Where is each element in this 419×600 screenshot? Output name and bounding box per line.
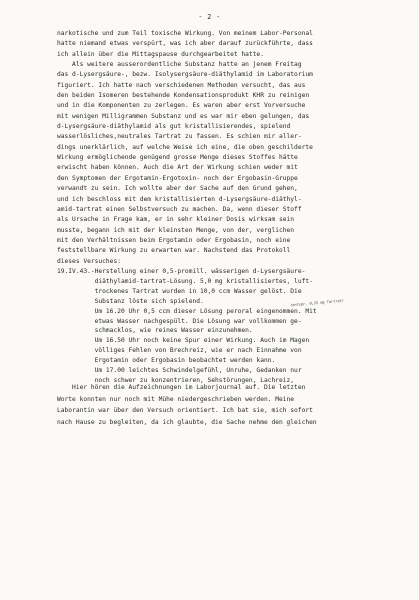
handwritten-annotation: (entspr. 0,25 mg Tartrat) <box>289 298 345 308</box>
text-line: wasserlösliches,neutrales Tartrat zu fassen. Es schien mir aller- <box>57 133 302 141</box>
text-line: Hier hören die Aufzeichnungen im Laborjournal auf. Die letzten <box>57 384 306 391</box>
protocol-line: Um 17.00 leichtes Schwindelgefühl, Unruhe, Gedanken nur <box>57 367 302 375</box>
protocol-line: diäthylamid-tartrat-Lösung. 5,0 mg kristallisiertes, luft- <box>57 277 313 285</box>
protocol-line: etwas Wasser nachgespült. Die Lösung war vollkommen ge- <box>57 317 302 325</box>
text-line: Worte konnten nur noch mit Mühe niedergeschrieben werden. Meine <box>57 395 295 403</box>
protocol-line: Um 16.20 Uhr 0,5 ccm dieser Lösung peroral eingenommen. Mit <box>57 307 317 315</box>
text-line: Laborantin war über den Versuch orientiert. Ich bat sie, mich sofort <box>57 407 313 415</box>
protocol-line: schmacklos, wie reines Wasser einzunehmen. <box>57 327 253 335</box>
text-line: figuriert. Ich hatte nach verschiedenen Methoden versucht, das aus <box>57 81 306 89</box>
text-line: amid-tartrat einen Selbstversuch zu machen. Da, wenn dieser Stoff <box>57 205 302 213</box>
text-line: mit wenigen Milligrammen Substanz und es war mir eben gelungen, das <box>57 112 310 120</box>
text-line: und ich beschloss mit dem kristallisierten d-Lysergsäure-diäthyl- <box>57 195 302 203</box>
text-line: den beiden Isomeren bestehende Kondensationsprodukt KHR zu reinigen <box>57 92 310 100</box>
protocol-line: Substanz löste sich spielend. <box>57 297 204 305</box>
text-line: das d-Lysergsäure-, bezw. Isolysergsäure-diäthylamid im Laboratorium <box>57 71 313 79</box>
body-paragraphs-bottom <box>57 382 417 429</box>
text-line: ich allein über die Mittagspause durchgearbeitet hatte. <box>57 50 264 58</box>
protocol-line: Ergotamin oder Ergobasin beobachtet werden kann. <box>57 357 276 365</box>
text-line: Wirkung ermöglichende genügend grosse Menge dieses Stoffes hätte <box>57 154 298 162</box>
text-line: hatte niemand etwas verspürt, was ich aber darauf zurückführte, dass <box>57 40 313 48</box>
text-line: d-Lysergsäure-diäthylamid als gut kristallisierendes, spielend <box>57 123 291 131</box>
protocol-line: noch schwer zu konzentrieren, Sehstörungen, Lachreiz, <box>57 376 295 384</box>
text-line: erwischt haben können. Auch die Art der Wirkung schien weder mit <box>57 164 298 172</box>
text-line: dings unerklärlich, auf welche Weise ich eine, die oben geschilderte <box>57 143 313 151</box>
text-line: feststellbare Wirkung zu erwarten war. Nachstend das Protokoll <box>57 247 291 255</box>
text-line: mit den Verhältnissen beim Ergotamin oder Ergobasin, noch eine <box>57 236 291 244</box>
body-paragraphs-top <box>57 29 417 267</box>
text-line: nach Hause zu begleiten, da ich glaubte, die Sache nehme den gleichen <box>57 419 317 427</box>
text-line: als Ursache in Frage kam, er in sehr kleiner Dosis wirksam sein <box>57 216 295 224</box>
text-line: Als weitere ausserordentliche Substanz hatte an jenem Freitag <box>57 61 302 69</box>
text-line: verwandt zu sein. Ich wollte aber der Sache auf den Grund gehen, <box>57 185 298 193</box>
experiment-protocol <box>57 267 417 386</box>
protocol-line: völliges Fehlen von Brechreiz, wie er nach Einnahme von <box>57 347 302 355</box>
protocol-line: Um 16.50 Uhr noch keine Spur einer Wirkung. Auch im Magen <box>57 337 310 345</box>
text-line: musste, begann ich mit der kleinsten Menge, von der, verglichen <box>57 226 295 234</box>
text-line: narkotische und zum Teil toxische Wirkung. Von meinem Labor-Personal <box>57 30 313 37</box>
page-number: - 2 - <box>198 13 221 21</box>
text-line: dieses Versuches: <box>57 257 121 265</box>
text-line: und in die Komponenten zu zerlegen. Es waren aber erst Vorversuche <box>57 102 306 110</box>
protocol-line: trockenes Tartrat wurden in 10,0 ccm Wasser gelöst. Die <box>57 287 302 295</box>
text-line: den Symptomen der Ergotamin-Ergotoxin- noch der Ergobasin-Gruppe <box>57 174 298 182</box>
protocol-line: 19.IV.43.-Herstellung einer 0,5-promill. wässerigen d-Lysergsäure- <box>57 268 306 275</box>
